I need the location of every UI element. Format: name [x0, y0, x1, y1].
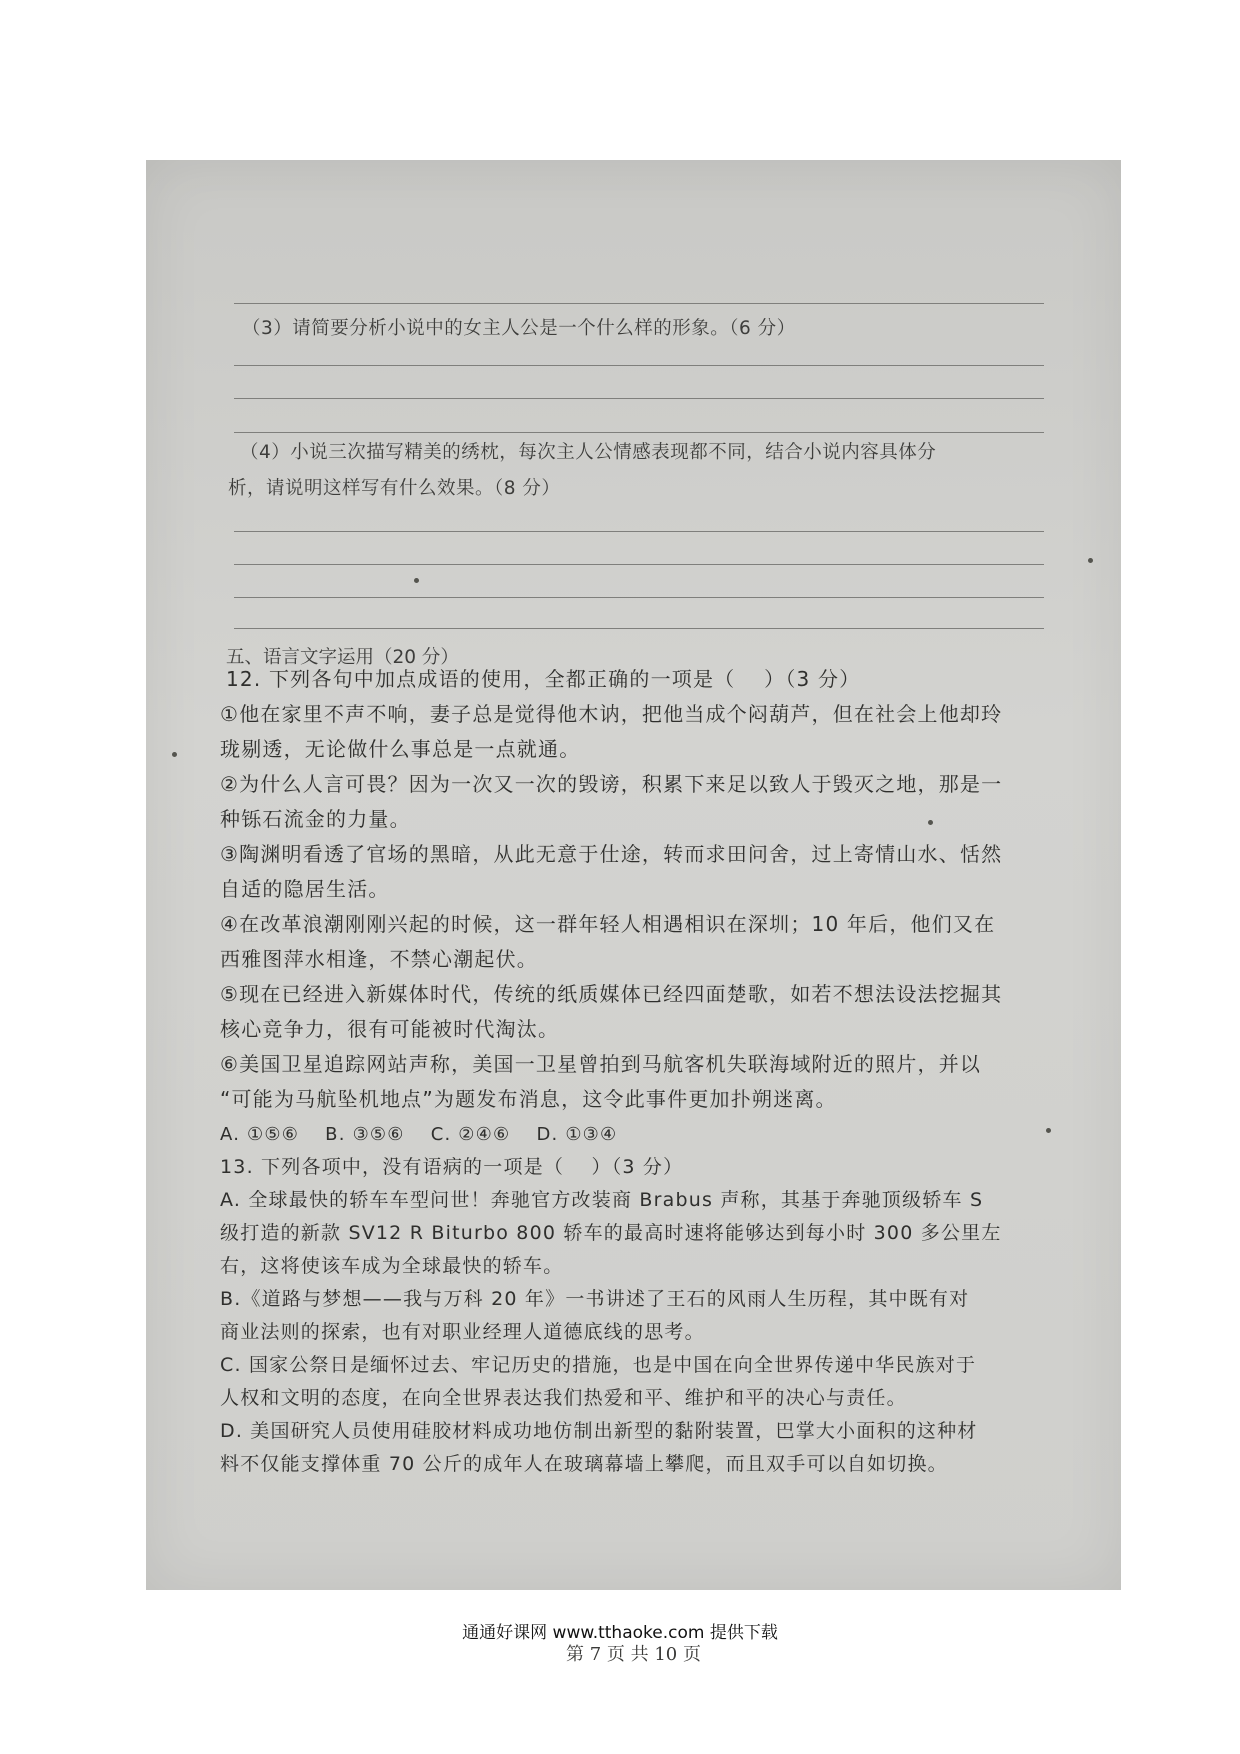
answer-line: [234, 531, 1044, 532]
q13-item-d: D. 美国研究人员使用硅胶材料成功地仿制出新型的黏附装置，巴掌大小面积的这种材 料不仅能支撑体重 70 公斤的成年人在玻璃幕墙上攀爬，而且双手可以自如切换。: [220, 1420, 978, 1475]
question-4-line-1: （4）小说三次描写精美的绣枕，每次主人公情感表现都不同，结合小说内容具体分: [240, 442, 937, 463]
answer-line: [234, 365, 1044, 366]
question-12-items: [220, 697, 1010, 1152]
q12-item-5: ⑤现在已经进入新媒体时代，传统的纸质媒体已经四面楚歌，如若不想法设法挖掘其 核心竞争力，很有可能被时代淘汰。: [220, 982, 1003, 1041]
answer-line: [234, 564, 1044, 565]
question-3: （3）请简要分析小说中的女主人公是一个什么样的形象。（6 分）: [242, 318, 796, 339]
question-13-stem: 13. 下列各项中，没有语病的一项是（ ）（3 分）: [220, 1156, 684, 1178]
q12-item-6: ⑥美国卫星追踪网站声称，美国一卫星曾拍到马航客机失联海域附近的照片，并以 “可能为马航坠机地点”为题发布消息，这令此事件更加扑朔迷离。: [220, 1052, 982, 1111]
q12-item-3: ③陶渊明看透了官场的黑暗，从此无意于仕途，转而求田问舍，过上寄情山水、恬然 自适的隐居生活。: [220, 842, 1003, 901]
download-source-footer: 通通好课网 www.tthaoke.com 提供下载: [462, 1623, 778, 1643]
q13-item-a: A. 全球最快的轿车车型问世！奔驰官方改装商 Brabus 声称，其基于奔驰顶级轿车 S 级打造的新款 SV12 R Biturbo 800 轿车的最高时速将能够达到每小时 300 多公里左 右，这将使该车成为全球最快的轿车。: [220, 1189, 1002, 1277]
question-13: [220, 1151, 1010, 1481]
question-4-line-2: 析，请说明这样写有什么效果。（8 分）: [228, 478, 561, 499]
section-5-heading: 五、语言文字运用（20 分）: [226, 647, 459, 668]
answer-line: [234, 398, 1044, 399]
q12-options: A. ①⑤⑥ B. ③⑤⑥ C. ②④⑥ D. ①③④: [220, 1124, 618, 1145]
answer-line: [234, 432, 1044, 433]
page-number: 第 7 页 共 10 页: [566, 1644, 701, 1665]
question-12-stem: 12. 下列各句中加点成语的使用，全都正确的一项是（ ）（3 分）: [226, 667, 861, 691]
answer-line: [234, 303, 1044, 304]
q12-item-4: ④在改革浪潮刚刚兴起的时候，这一群年轻人相遇相识在深圳；10 年后，他们又在 西雅图萍水相逢，不禁心潮起伏。: [220, 912, 996, 971]
q13-item-b: B.《道路与梦想——我与万科 20 年》一书讲述了王石的风雨人生历程，其中既有对 商业法则的探索，也有对职业经理人道德底线的思考。: [220, 1288, 970, 1343]
q12-item-2: ②为什么人言可畏？因为一次又一次的毁谤，积累下来足以致人于毁灭之地，那是一 种铄石流金的力量。: [220, 772, 1003, 831]
answer-line: [234, 597, 1044, 598]
q12-item-1: ①他在家里不声不响，妻子总是觉得他木讷，把他当成个闷葫芦，但在社会上他却玲 珑剔透，无论做什么事总是一点就通。: [220, 702, 1003, 761]
q13-item-c: C. 国家公祭日是缅怀过去、牢记历史的措施，也是中国在向全世界传递中华民族对于 人权和文明的态度，在向全世界表达我们热爱和平、维护和平的决心与责任。: [220, 1354, 977, 1409]
answer-line: [234, 628, 1044, 629]
question-12: [226, 662, 1016, 697]
